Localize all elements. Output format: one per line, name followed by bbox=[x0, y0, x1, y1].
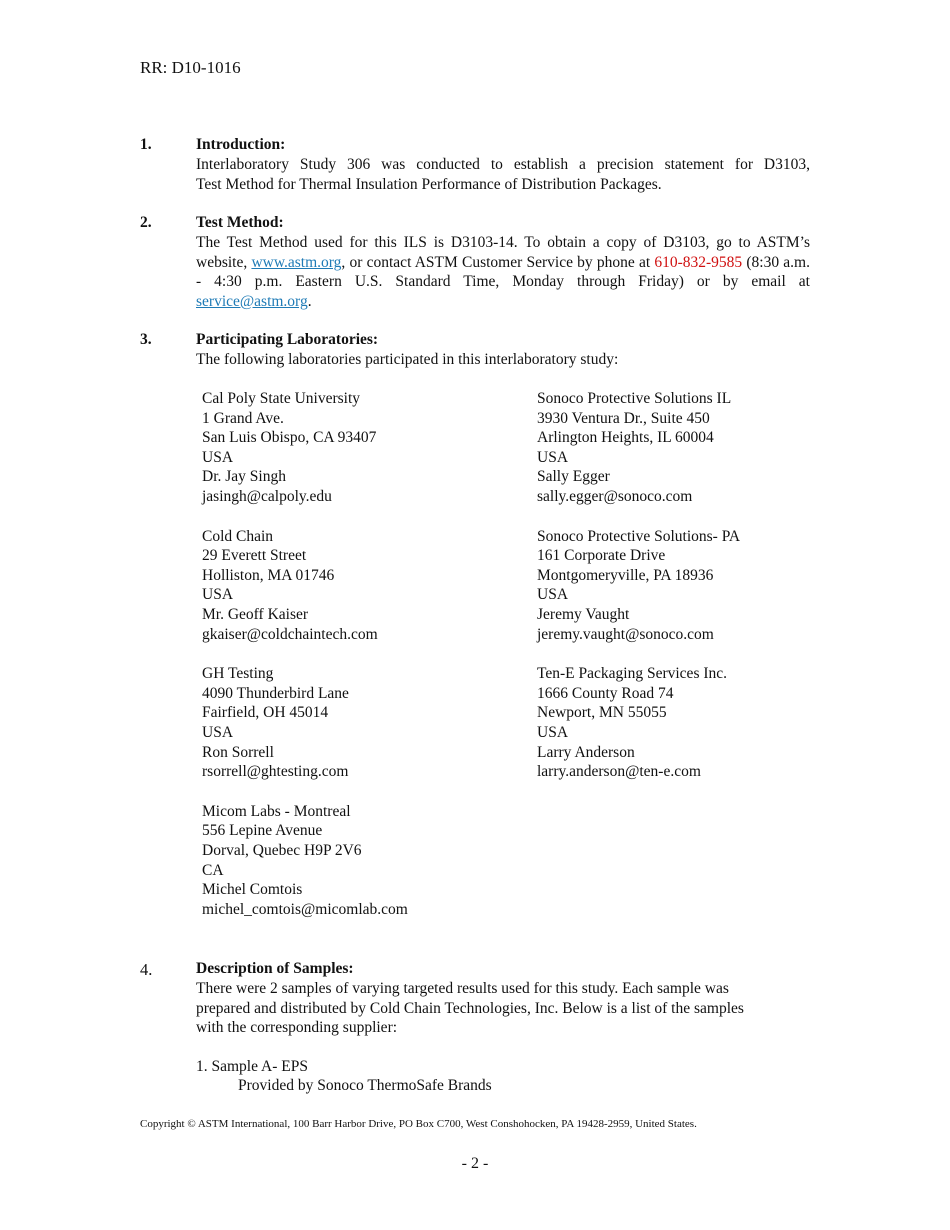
lab-detail: 161 Corporate Drive bbox=[537, 547, 666, 565]
page-number: - 2 - bbox=[461, 1155, 489, 1172]
section-1-line: Test Method for Thermal Insulation Performance of Distribution Packages. bbox=[196, 175, 662, 193]
lab-detail: 3930 Ventura Dr., Suite 450 bbox=[537, 409, 710, 427]
astm-website-link[interactable]: www.astm.org bbox=[251, 253, 342, 271]
section-1-title: Introduction: bbox=[196, 136, 286, 153]
section-4-line: There were 2 samples of varying targeted results used for this study. Each sample was bbox=[196, 980, 729, 997]
section-4-line: prepared and distributed by Cold Chain Technologies, Inc. Below is a list of the samples bbox=[196, 999, 744, 1017]
lab-detail: USA bbox=[537, 586, 569, 604]
lab-detail: Dr. Jay Singh bbox=[202, 468, 286, 486]
lab-detail: USA bbox=[537, 723, 569, 741]
lab-entry bbox=[537, 664, 727, 782]
lab-detail: USA bbox=[202, 723, 234, 741]
lab-detail: 556 Lepine Avenue bbox=[202, 822, 323, 840]
lab-name: Micom Labs - Montreal bbox=[202, 802, 351, 820]
section-1-body bbox=[196, 155, 810, 194]
lab-detail: Fairfield, OH 45014 bbox=[202, 704, 329, 722]
lab-email: gkaiser@coldchaintech.com bbox=[202, 625, 378, 643]
lab-detail: Dorval, Quebec H9P 2V6 bbox=[202, 841, 362, 859]
lab-detail: USA bbox=[202, 448, 234, 466]
lab-entry bbox=[202, 527, 378, 645]
section-2-text-c: (8:30 a.m. - 4:30 p.m. Eastern U.S. Standard Time, Monday through Friday) or by email at bbox=[196, 253, 810, 291]
lab-entry bbox=[202, 664, 349, 782]
lab-name: GH Testing bbox=[202, 665, 274, 683]
section-1-line: Interlaboratory Study 306 was conducted to establish a precision statement for D3103, bbox=[196, 156, 810, 173]
lab-detail: Arlington Heights, IL 60004 bbox=[537, 429, 714, 447]
lab-email: michel_comtois@micomlab.com bbox=[202, 900, 408, 918]
lab-name: Ten-E Packaging Services Inc. bbox=[537, 665, 728, 683]
lab-email: rsorrell@ghtesting.com bbox=[202, 763, 349, 781]
section-3-title: Participating Laboratories: bbox=[196, 331, 379, 348]
lab-email: sally.egger@sonoco.com bbox=[537, 487, 693, 505]
section-3-number: 3. bbox=[140, 331, 152, 348]
lab-detail: Holliston, MA 01746 bbox=[202, 566, 335, 584]
section-2-text-a: The Test Method used for this ILS is D3103-14. To obtain a copy of D3103, go to ASTM’s website, bbox=[196, 234, 810, 271]
lab-detail: Michel Comtois bbox=[202, 881, 303, 899]
lab-detail: USA bbox=[537, 448, 569, 466]
sample-provider: Provided by Sonoco ThermoSafe Brands bbox=[238, 1077, 492, 1094]
section-2-text-b: , or contact ASTM Customer Service by phone at bbox=[341, 253, 655, 271]
lab-detail: Larry Anderson bbox=[537, 743, 635, 761]
lab-detail: Sally Egger bbox=[537, 468, 610, 486]
section-2-body bbox=[196, 233, 810, 311]
lab-detail: Mr. Geoff Kaiser bbox=[202, 605, 309, 623]
lab-entry bbox=[537, 527, 740, 645]
lab-name: Sonoco Protective Solutions IL bbox=[537, 390, 732, 407]
lab-detail: San Luis Obispo, CA 93407 bbox=[202, 429, 377, 447]
lab-name: Cold Chain bbox=[202, 527, 274, 545]
sample-item: 1. Sample A- EPS bbox=[196, 1058, 308, 1075]
lab-entry bbox=[537, 389, 731, 507]
copyright-footer: Copyright © ASTM International, 100 Barr Harbor Drive, PO Box C700, West Conshohocken, PA 19428-2959, United States. bbox=[140, 1118, 697, 1130]
lab-email: larry.anderson@ten-e.com bbox=[537, 763, 701, 781]
lab-detail: 29 Everett Street bbox=[202, 547, 307, 565]
section-4-body bbox=[196, 979, 810, 1038]
lab-email: jeremy.vaught@sonoco.com bbox=[537, 625, 714, 643]
section-2-number: 2. bbox=[140, 214, 152, 231]
section-1-number: 1. bbox=[140, 136, 152, 153]
lab-detail: Newport, MN 55055 bbox=[537, 704, 667, 722]
section-3-intro: The following laboratories participated in this interlaboratory study: bbox=[196, 351, 619, 368]
section-4-line: with the corresponding supplier: bbox=[196, 1019, 398, 1037]
lab-detail: Montgomeryville, PA 18936 bbox=[537, 566, 714, 584]
lab-entry bbox=[202, 802, 408, 920]
lab-detail: Jeremy Vaught bbox=[537, 605, 630, 623]
lab-detail: 4090 Thunderbird Lane bbox=[202, 684, 349, 702]
lab-detail: 1 Grand Ave. bbox=[202, 409, 284, 427]
lab-name: Cal Poly State University bbox=[202, 390, 361, 407]
lab-detail: 1666 County Road 74 bbox=[537, 684, 674, 702]
lab-detail: USA bbox=[202, 586, 234, 604]
lab-detail: CA bbox=[202, 861, 224, 879]
section-4-number: 4. bbox=[140, 960, 153, 979]
section-2-title: Test Method: bbox=[196, 214, 284, 231]
section-2-text-d: . bbox=[307, 292, 312, 310]
report-id: RR: D10-1016 bbox=[140, 58, 241, 77]
section-4-title: Description of Samples: bbox=[196, 960, 354, 977]
lab-name: Sonoco Protective Solutions- PA bbox=[537, 527, 741, 545]
phone-number: 610-832-9585 bbox=[654, 253, 743, 271]
lab-entry bbox=[202, 389, 376, 507]
service-email-link[interactable]: service@astm.org bbox=[196, 292, 308, 310]
lab-email: jasingh@calpoly.edu bbox=[202, 487, 332, 505]
lab-detail: Ron Sorrell bbox=[202, 743, 274, 761]
